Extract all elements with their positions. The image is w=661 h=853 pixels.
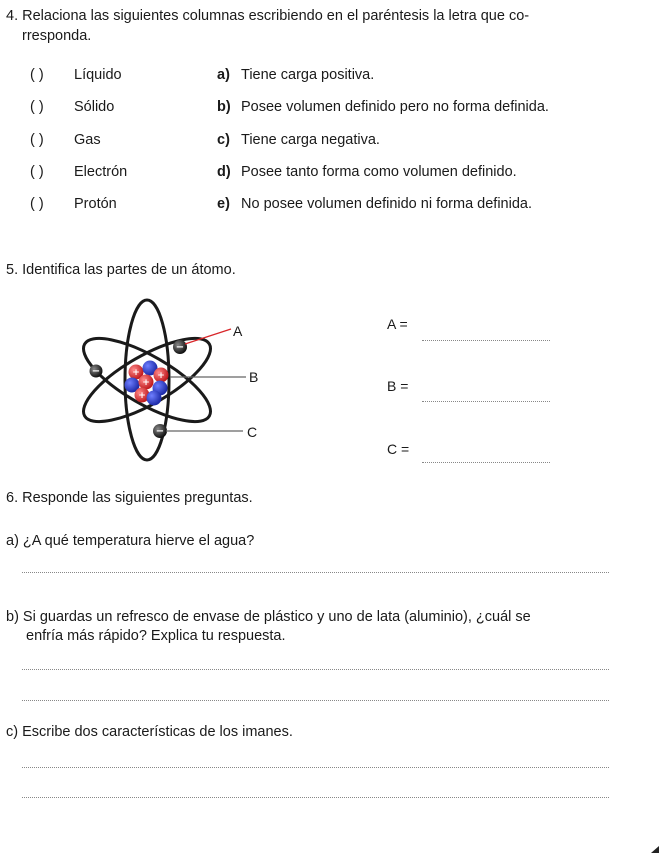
option-letter: a) [217,67,230,83]
label-b: B [249,369,259,385]
q6-c-answer-line[interactable] [22,767,609,768]
match-row [0,132,661,152]
answer-paren[interactable]: ( ) [30,196,44,212]
svg-text:+: + [132,368,140,378]
answer-paren[interactable]: ( ) [30,99,44,115]
definition: No posee volumen definido ni forma definida. [241,196,532,212]
page-corner-mark [651,846,659,853]
term: Electrón [74,164,128,180]
term: Líquido [74,67,122,83]
q6-b-answer-line[interactable] [22,669,609,670]
option-letter: d) [217,164,231,180]
atom-diagram [70,295,280,475]
svg-text:−: − [175,342,185,353]
svg-text:+: + [157,371,165,381]
answer-paren[interactable]: ( ) [30,67,44,83]
label-a: A [233,323,243,339]
option-letter: b) [217,99,231,115]
svg-text:−: − [155,426,165,437]
q6-b-line2: enfría más rápido? Explica tu respuesta. [26,628,286,644]
q6-a: a) ¿A qué temperatura hierve el agua? [6,533,255,549]
match-row [0,196,661,216]
neutron [147,391,162,406]
answer-paren[interactable]: ( ) [30,164,44,180]
definition: Tiene carga negativa. [241,132,380,148]
q4-title-line1: 4. Relaciona las siguientes columnas escribiendo en el paréntesis la letra que co- [6,8,530,24]
svg-text:+: + [138,391,146,401]
answer-b-label: B = [387,378,409,394]
definition: Tiene carga positiva. [241,67,375,83]
match-row [0,67,661,87]
label-c: C [247,424,258,440]
option-letter: e) [217,196,230,212]
term: Gas [74,132,101,148]
q6-b-line1: b) Si guardas un refresco de envase de plástico y uno de lata (aluminio), ¿cuál se [6,609,531,625]
answer-a-label: A = [387,316,408,332]
term: Protón [74,196,117,212]
answer-paren[interactable]: ( ) [30,132,44,148]
q5-title: 5. Identifica las partes de un átomo. [6,262,236,278]
q6-c-answer-line[interactable] [22,797,609,798]
answer-b-line[interactable] [422,401,550,402]
definition: Posee tanto forma como volumen definido. [241,164,517,180]
svg-text:−: − [91,366,101,377]
q6-b-answer-line[interactable] [22,700,609,701]
q6-c: c) Escribe dos características de los imanes. [6,724,293,740]
answer-c-label: C = [387,441,410,457]
definition: Posee volumen definido pero no forma definida. [241,99,549,115]
match-row [0,99,661,119]
svg-text:+: + [142,378,150,388]
match-row [0,164,661,184]
answer-c-line[interactable] [422,462,550,463]
q6-a-answer-line[interactable] [22,572,609,573]
q6-title: 6. Responde las siguientes preguntas. [6,490,253,506]
option-letter: c) [217,132,230,148]
answer-a-line[interactable] [422,340,550,341]
q4-title-line2: rresponda. [22,28,92,44]
term: Sólido [74,99,115,115]
